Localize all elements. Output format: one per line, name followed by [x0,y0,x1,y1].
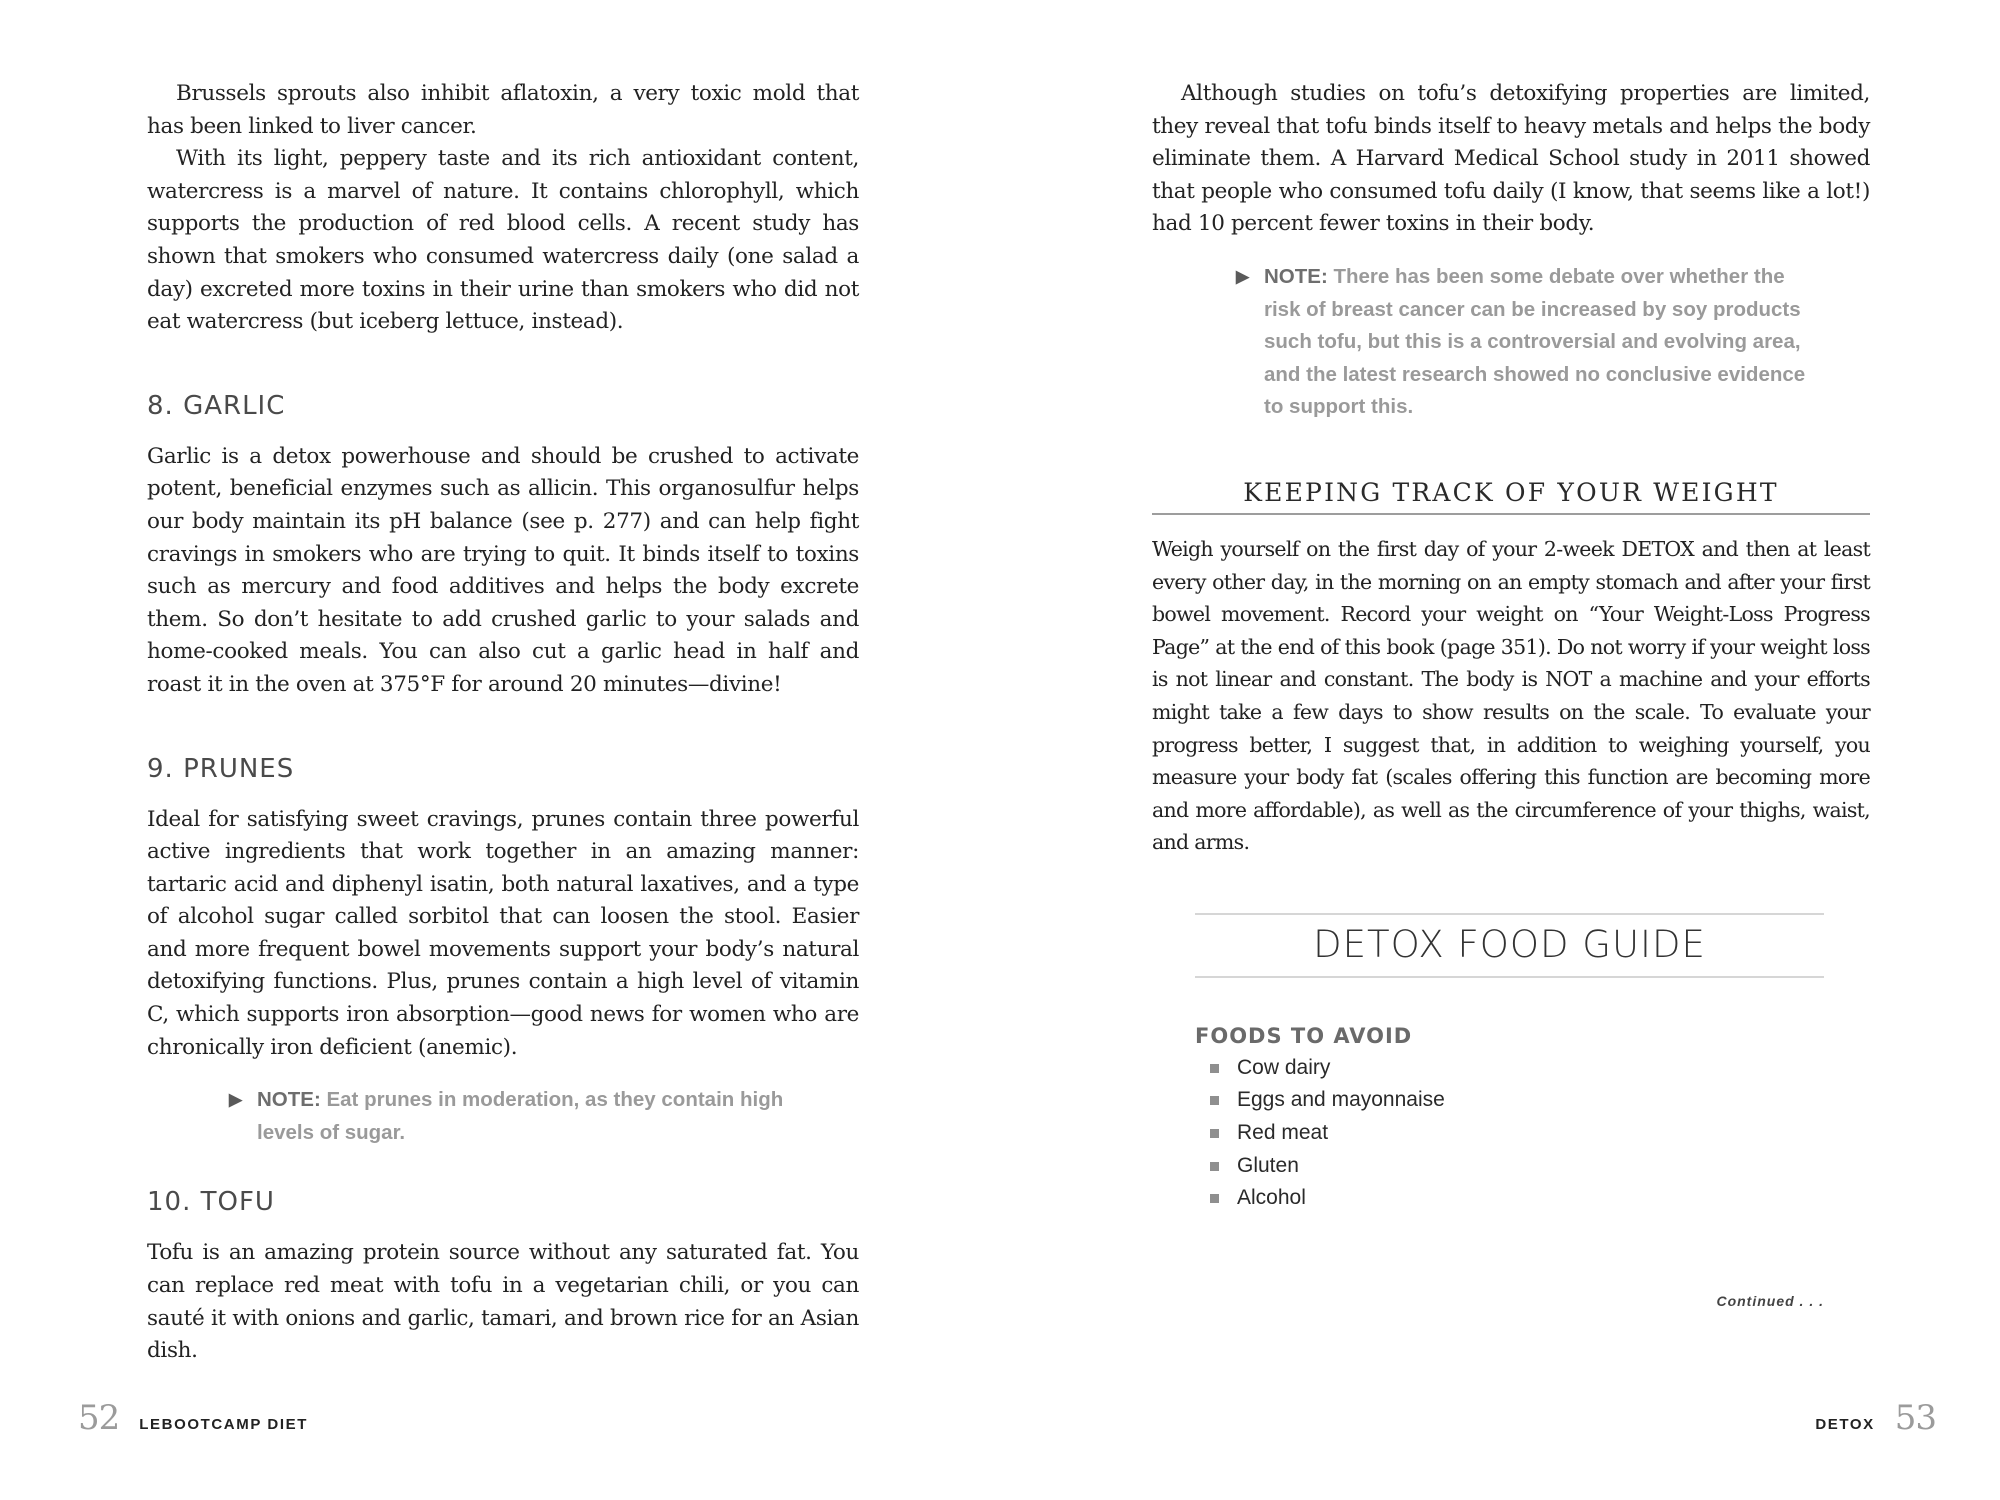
paragraph-prunes: Ideal for satisfying sweet cravings, prunes contain three powerful active ingredients that work together in an amazing manner: tartaric acid and diphenyl isatin, both natural laxatives, and a type of alcohol sugar called sorbitol that can loosen the stool. Easier and more frequent bowel movements support your body’s natural detoxifying functions. Plus, prunes contain a high level of vitamin C, which supports iron absorption—good news for women who are chronically iron deficient (anemic). [147,806,859,1060]
paragraph-garlic: Garlic is a detox powerhouse and should be crushed to activate potent, beneficial enzymes such as allicin. This organosulfur helps our body maintain its pH balance (see p. 277) and can help fight cravings in smokers who are trying to quit. It binds itself to toxins such as mercury and food additives and helps the body excrete them. So don’t hesitate to add crushed garlic to your salads and home-cooked meals. You can also cut a garlic head in half and roast it in the oven at 375°F for around 20 minutes—divine! [147,443,859,697]
square-bullet-icon [1210,1162,1219,1171]
list-item: Cow dairy [1195,1052,1824,1085]
square-bullet-icon [1210,1194,1219,1203]
right-column [1152,78,1870,1311]
page-number: 53 [1894,1398,1936,1438]
detox-food-guide [1195,913,1824,1311]
square-bullet-icon [1210,1064,1219,1073]
running-head: DETOX [1815,1416,1875,1433]
soy-note [1236,261,1824,424]
list-item: Gluten [1195,1150,1824,1183]
section-heading-tofu: 10. TOFU [147,1187,275,1218]
paragraph-watercress: With its light, peppery taste and its rich antioxidant content, watercress is a marvel of nature. It contains chlorophyll, which supports the production of red blood cells. A recent study has shown that smokers who consumed watercress daily (one salad a day) excreted more toxins in their urine than smokers who did not eat watercress (but iceberg lettuce, instead). [147,146,859,335]
foods-to-avoid-list [1195,1052,1824,1215]
left-folio [78,1398,308,1438]
paragraph-tofu: Tofu is an amazing protein source without any saturated fat. You can replace red meat with tofu in a vegetarian chili, or you can sauté it with onions and garlic, tamari, and brown rice for an Asian dish. [147,1240,859,1364]
list-item: Red meat [1195,1117,1824,1150]
note-label: NOTE: [257,1088,321,1112]
list-item: Eggs and mayonnaise [1195,1084,1824,1117]
note-arrow-icon: ▶ [229,1090,243,1110]
running-head: LEBOOTCAMP DIET [139,1416,308,1433]
left-column [147,78,859,1368]
foods-to-avoid-heading: FOODS TO AVOID [1195,1023,1413,1048]
paragraph-weight-tracking: Weigh yourself on the first day of your 2-week DETOX and then at least every other day, in the morning on an empty stomach and after your first bowel movement. Record your weight on “Your Weight-Loss Progress Page” at the end of this book (page 351). Do not worry if your weight loss is not linear and constant. The body is NOT a machine and your efforts might take a few days to show results on the scale. To evaluate your progress better, I suggest that, in addition to weighing yourself, you measure your body fat (scales offering this function are becoming more and more affordable), as well as the circumference of your thighs, waist, and arms. [1152,536,1870,855]
section-heading-prunes: 9. PRUNES [147,753,295,784]
paragraph-tofu-studies: Although studies on tofu’s detoxifying properties are limited, they reveal that tofu binds itself to heavy metals and helps the body eliminate them. A Harvard Medical School study in 2011 showed that people who consumed tofu daily (I know, that seems like a lot!) had 10 percent fewer toxins in their body. [1152,81,1870,237]
square-bullet-icon [1210,1129,1219,1138]
note-text: Eat prunes in moderation, as they contain high levels of sugar. [257,1088,784,1144]
guide-title: DETOX FOOD GUIDE [1313,922,1706,966]
note-text: There has been some debate over whether the risk of breast cancer can be increased by soy products such tofu, but this is a controversial and evolving area, and the latest research showed no conclusive evidence to support this. [1264,264,1806,419]
right-page [1000,0,2000,1500]
note-arrow-icon: ▶ [1236,266,1250,286]
right-folio [1815,1398,1936,1438]
prunes-note [229,1084,797,1149]
paragraph-brussels-sprouts: Brussels sprouts also inhibit aflatoxin, a very toxic mold that has been linked to liver cancer. [147,81,859,139]
continued-marker: Continued . . . [1716,1292,1824,1309]
section-heading-garlic: 8. GARLIC [147,390,286,421]
page-number: 52 [78,1398,120,1438]
guide-title-box [1195,913,1824,978]
weight-tracking-heading: KEEPING TRACK OF YOUR WEIGHT [1152,478,1870,515]
note-label: NOTE: [1264,264,1328,288]
square-bullet-icon [1210,1096,1219,1105]
list-item: Alcohol [1195,1182,1824,1215]
